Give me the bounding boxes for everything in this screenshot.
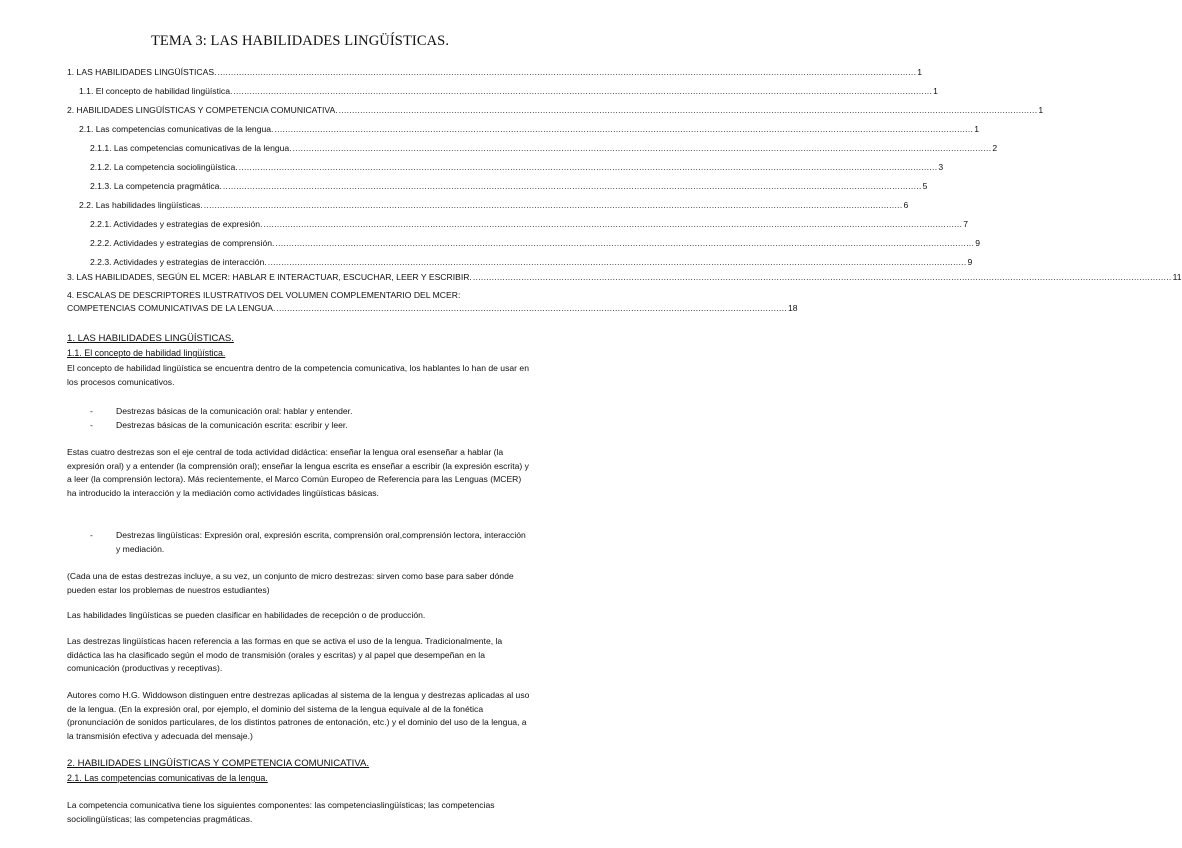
toc-entry-label: 2.2.1. Actividades y estrategias de expresión. — [90, 219, 263, 229]
bullet-text: Destrezas lingüísticas: Expresión oral, expresión escrita, comprensión oral,comprensión lectora, interacción y mediación. — [116, 530, 526, 554]
toc-leader-dots: .................................................................................................................................................................................................................................................................... — [274, 124, 974, 134]
section-2-paragraph-1: La competencia comunicativa tiene los siguientes componentes: las competenciaslingüísticas; las competencias sociolingüísticas; las competencias pragmáticas. — [67, 800, 495, 824]
toc-entry[interactable] — [90, 162, 944, 172]
toc-leader-dots: .................................................................................................................................................................................................................................................................... — [238, 162, 938, 172]
section-1-paragraph-3: (Cada una de estas destrezas incluye, a su vez, un conjunto de micro destrezas: sirven como base para saber dónde pueden estar los problemas de nuestros estudiantes) — [67, 571, 514, 595]
section-1-heading: 1. LAS HABILIDADES LINGÜÍSTICAS. — [67, 333, 234, 344]
toc-entry-label: 2.2. Las habilidades lingüísticas. — [79, 200, 203, 210]
toc-leader-dots: .................................................................................................................................................................................................................................................................... — [292, 143, 992, 153]
toc-leader-dots: .................................................................................................................................................................................................................................................................... — [267, 257, 967, 267]
toc-entry-page: 1 — [933, 86, 938, 96]
toc-entry-label: 2.2.2. Actividades y estrategias de comprensión. — [90, 238, 275, 248]
list-item — [90, 529, 526, 556]
toc-entry-page: 1 — [974, 124, 979, 134]
toc-entry[interactable] — [67, 105, 1044, 115]
toc-leader-dots: .................................................................................................................................................................................................................................................................... — [338, 105, 1038, 115]
bullet-dash: - — [90, 530, 93, 540]
section-1-1-heading: 1.1. El concepto de habilidad lingüística. — [67, 348, 226, 358]
toc-entry-4-page: 18 — [788, 303, 798, 313]
toc-entry-label: 2.1.1. Las competencias comunicativas de la lengua. — [90, 143, 292, 153]
section-1-paragraph-6: Autores como H.G. Widdowson distinguen entre destrezas aplicadas al sistema de la lengua y destrezas aplicadas al uso de la lengua. (En la expresión oral, por ejemplo, el dominio del sistema de la lengua equivale al de la fonética (pronunciación de sonidos particulares, de los distintos patrones de entonación, etc.) y el dominio del uso de la lengua, a la transmisión efectiva y adecuada del mensaje.) — [67, 690, 530, 741]
toc-leader-dots: .................................................................................................................................................................................................................................................................... — [203, 200, 903, 210]
toc-entry-page: 1 — [917, 67, 923, 77]
toc-entry-label: 2. HABILIDADES LINGÜÍSTICAS Y COMPETENCIA COMUNICATIVA. — [67, 105, 338, 115]
toc-entry[interactable] — [90, 238, 980, 248]
toc-entry-page: 9 — [967, 257, 973, 267]
toc-entry[interactable] — [90, 257, 973, 267]
toc-entry-label: 1. LAS HABILIDADES LINGÜÍSTICAS. — [67, 67, 217, 77]
section-1-paragraph-5: Las destrezas lingüísticas hacen referencia a las formas en que se activa el uso de la lengua. Tradicionalmente, la didáctica las ha clasificado según el modo de transmisión (orales y escritas) y al papel que desempeñan en la comunicación (productivas y receptivas). — [67, 636, 503, 674]
toc-entry-4-line1: 4. ESCALAS DE DESCRIPTORES ILUSTRATIVOS DEL VOLUMEN COMPLEMENTARIO DEL MCER: — [67, 290, 461, 300]
toc-entry-page: 2 — [992, 143, 998, 153]
section-2-heading: 2. HABILIDADES LINGÜÍSTICAS Y COMPETENCIA COMUNICATIVA. — [67, 758, 370, 769]
toc-leader-dots: .............................................................................................................................................................................................. — [276, 303, 788, 313]
toc-leader-dots: .................................................................................................................................................................................................................................................................... — [263, 219, 963, 229]
toc-entry-page: 11 — [1172, 272, 1182, 282]
toc-entry-label: 2.1.3. La competencia pragmática. — [90, 181, 222, 191]
document-title: TEMA 3: LAS HABILIDADES LINGÜÍSTICAS. — [150, 33, 450, 49]
toc-leader-dots: .................................................................................................................................................................................................................................................................... — [217, 67, 917, 77]
section-2-1-heading: 2.1. Las competencias comunicativas de la lengua. — [67, 773, 268, 783]
toc-entry[interactable] — [90, 181, 928, 191]
toc-entry[interactable] — [79, 124, 979, 134]
toc-leader-dots: .................................................................................................................................................................................................................................................................... — [472, 272, 1172, 282]
section-1-paragraph-1: El concepto de habilidad lingüística se encuentra dentro de la competencia comunicativa, los hablantes lo han de usar en los procesos comunicativos. — [67, 363, 529, 387]
toc-entry-4[interactable] — [67, 290, 798, 313]
toc-entry[interactable] — [67, 67, 923, 77]
list-item — [90, 405, 536, 419]
section-1-paragraph-4: Las habilidades lingüísticas se pueden clasificar en habilidades de recepción o de producción. — [67, 610, 426, 620]
toc-entry-label: 2.1. Las competencias comunicativas de la lengua. — [79, 124, 274, 134]
toc-leader-dots: .................................................................................................................................................................................................................................................................... — [233, 86, 933, 96]
toc-entry-page: 6 — [903, 200, 909, 210]
toc-entry-label: 3. LAS HABILIDADES, SEGÚN EL MCER: HABLAR E INTERACTUAR, ESCUCHAR, LEER Y ESCRIBIR. — [67, 272, 472, 282]
toc-entry[interactable] — [90, 143, 998, 153]
toc-entry-label: 1.1. El concepto de habilidad lingüística. — [79, 86, 233, 96]
toc-entry-label: 2.2.3. Actividades y estrategias de interacción. — [90, 257, 267, 267]
section-1-paragraph-2: Estas cuatro destrezas son el eje central de toda actividad didáctica: enseñar la lengua oral esenseñar a hablar (la expresión oral) y a entender (la comprensión oral); enseñar la lengua escrita es enseñar a escribir (la expresión escrita) y a leer (la comprensión lectora). Más recientemente, el Marco Común Europeo de Referencia para las Lenguas (MCER) ha introducido la interacción y la mediación como actividades lingüísticas básicas. — [67, 447, 529, 498]
toc-entry[interactable] — [79, 200, 909, 210]
toc-entry-4-line2: COMPETENCIAS COMUNICATIVAS DE LA LENGUA. — [67, 303, 276, 313]
toc-entry-label: 2.1.2. La competencia sociolingüística. — [90, 162, 238, 172]
bullet-text: Destrezas básicas de la comunicación escrita: escribir y leer. — [116, 420, 348, 430]
toc-entry[interactable] — [90, 219, 969, 229]
bullet-text: Destrezas básicas de la comunicación oral: hablar y entender. — [116, 406, 353, 416]
toc-entry[interactable] — [79, 86, 938, 96]
list-item — [90, 419, 536, 433]
bullet-dash: - — [90, 420, 93, 430]
toc-entry-page: 1 — [1038, 105, 1044, 115]
toc-entry[interactable] — [67, 272, 1182, 282]
toc-entry-page: 5 — [922, 181, 928, 191]
bullet-dash: - — [90, 406, 93, 416]
toc-leader-dots: .................................................................................................................................................................................................................................................................... — [222, 181, 922, 191]
toc-leader-dots: .................................................................................................................................................................................................................................................................... — [275, 238, 975, 248]
toc-entry-page: 9 — [975, 238, 980, 248]
toc-entry-page: 7 — [963, 219, 969, 229]
toc-entry-page: 3 — [938, 162, 944, 172]
